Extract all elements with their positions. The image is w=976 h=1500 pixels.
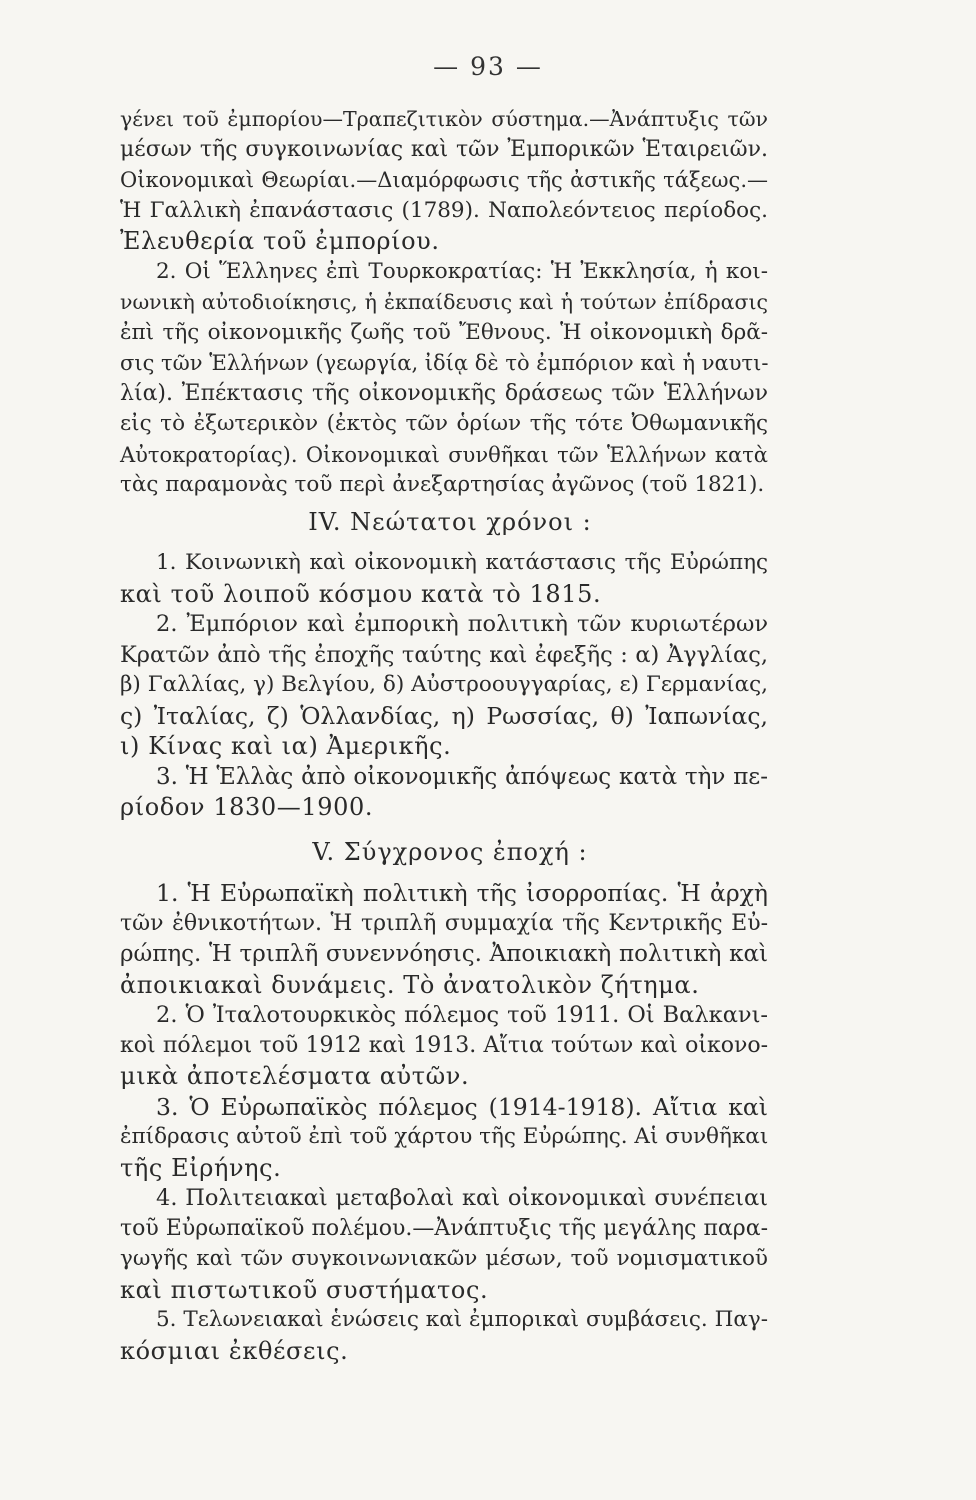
- text-line: ρίοδον 1830—1900.: [120, 793, 374, 821]
- text-line: σις τῶν Ἑλλήνων (γεωργία, ἰδίᾳ δὲ τὸ ἐμπόριον καὶ ἡ ναυτι-: [120, 351, 769, 375]
- section-5-heading: V. Σύγχρονος ἐποχή :: [312, 838, 588, 866]
- text-line: 1. Κοινωνικὴ καὶ οἰκονομικὴ κατάστασις τῆς Εὐρώπης: [156, 550, 768, 575]
- text-line: μικὰ ἀποτελέσματα αὐτῶν.: [120, 1062, 470, 1090]
- section-4-body: [120, 548, 768, 823]
- text-line: β) Γαλλίας, γ) Βελγίου, δ) Αὐστροουγγαρίας, ε) Γερμανίας,: [120, 672, 768, 697]
- text-line: γωγῆς καὶ τῶν συγκοινωνιακῶν μέσων, τοῦ νομισματικοῦ: [120, 1246, 768, 1271]
- text-line: νωνικὴ αὐτοδιοίκησις, ἡ ἐκπαίδευσις καὶ ἡ τούτων ἐπίδρασις: [120, 290, 768, 314]
- text-line: 4. Πολιτειακαὶ μεταβολαὶ καὶ οἰκονομικαὶ συνέπειαι: [156, 1185, 768, 1211]
- page-number: — 93 —: [433, 52, 543, 81]
- text-line: ἐπὶ τῆς οἰκονομικῆς ζωῆς τοῦ Ἔθνους. Ἡ οἰκονομικὴ δρᾶ-: [120, 319, 768, 345]
- text-line: ρώπης. Ἡ τριπλῆ συνεννόησις. Ἀποικιακὴ πολιτικὴ καὶ: [120, 941, 768, 967]
- text-line: τοῦ Εὐρωπαϊκοῦ πολέμου.—Ἀνάπτυξις τῆς μεγάλης παρα-: [120, 1215, 768, 1241]
- text-line: ι) Κίνας καὶ ια) Ἀμερικῆς.: [120, 732, 452, 760]
- text-line: κοὶ πόλεμοι τοῦ 1912 καὶ 1913. Αἴτια τούτων καὶ οἰκονο-: [120, 1032, 768, 1058]
- text-line: Αὐτοκρατορίας). Οἰκονομικαὶ συνθῆκαι τῶν Ἑλλήνων κατὰ: [120, 442, 768, 467]
- text-line: καὶ τοῦ λοιποῦ κόσμου κατὰ τὸ 1815.: [120, 579, 602, 608]
- text-line: 3. Ὁ Εὐρωπαϊκὸς πόλεμος (1914-1918). Αἴτια καὶ: [156, 1092, 768, 1121]
- text-line: μέσων τῆς συγκοινωνίας καὶ τῶν Ἐμπορικῶν Ἑταιρειῶν.: [120, 136, 768, 162]
- text-line: 2. Ὁ Ἰταλοτουρκικὸς πόλεμος τοῦ 1911. Οἱ Βαλκανι-: [156, 1002, 768, 1028]
- text-line: 2. Οἱ Ἕλληνες ἐπὶ Τουρκοκρατίας: Ἡ Ἐκκλησία, ἡ κοι-: [156, 258, 768, 284]
- text-line: ἐπίδρασις αὐτοῦ ἐπὶ τοῦ χάρτου τῆς Εὐρώπης. Αἱ συνθῆκαι: [120, 1124, 769, 1149]
- text-line: ς) Ἰταλίας, ζ) Ὁλλανδίας, η) Ρωσσίας, θ) Ἰαπωνίας,: [120, 701, 768, 730]
- text-line: λία). Ἐπέκτασις τῆς οἰκονομικῆς δράσεως τῶν Ἑλλήνων: [120, 380, 768, 406]
- text-line: εἰς τὸ ἐξωτερικὸν (ἐκτὸς τῶν ὁρίων τῆς τότε Ὀθωμανικῆς: [120, 411, 768, 436]
- text-line: τὰς παραμονὰς τοῦ περὶ ἀνεξαρτησίας ἀγῶνος (τοῦ 1821).: [120, 472, 765, 497]
- text-line: τῆς Εἰρήνης.: [120, 1153, 282, 1182]
- text-line: κόσμιαι ἐκθέσεις.: [120, 1336, 349, 1365]
- text-line: Ἐλευθερία τοῦ ἐμπορίου.: [120, 227, 440, 255]
- section-4-heading: IV. Νεώτατοι χρόνοι :: [308, 508, 592, 536]
- text-line: Κρατῶν ἀπὸ τῆς ἐποχῆς ταύτης καὶ ἐφεξῆς : α) Ἀγγλίας,: [120, 641, 768, 668]
- text-line: 2. Ἐμπόριον καὶ ἐμπορικὴ πολιτικὴ τῶν κυριωτέρων: [156, 611, 768, 637]
- section-3-continuation: [120, 104, 768, 501]
- text-line: 1. Ἡ Εὐρωπαϊκὴ πολιτικὴ τῆς ἰσορροπίας. Ἡ ἀρχὴ: [156, 879, 768, 907]
- text-line: Ἡ Γαλλικὴ ἐπανάστασις (1789). Ναπολεόντειος περίοδος.: [120, 197, 768, 223]
- text-line: 3. Ἡ Ἑλλὰς ἀπὸ οἰκονομικῆς ἀπόψεως κατὰ τὴν πε-: [156, 763, 768, 790]
- section-5-body: [120, 878, 768, 1366]
- text-line: Οἰκονομικαὶ Θεωρίαι.—Διαμόρφωσις τῆς ἀστικῆς τάξεως.—: [120, 168, 768, 192]
- text-line: 5. Τελωνειακαὶ ἑνώσεις καὶ ἐμπορικαὶ συμβάσεις. Παγ-: [156, 1307, 768, 1332]
- text-line: καὶ πιστωτικοῦ συστήματος.: [120, 1275, 489, 1304]
- text-line: γένει τοῦ ἐμπορίου—Τραπεζιτικὸν σύστημα.—Ἀνάπτυξις τῶν: [120, 107, 768, 131]
- text-line: ἀποικιακαὶ δυνάμεις. Τὸ ἀνατολικὸν ζήτημα.: [120, 970, 700, 999]
- text-line: τῶν ἐθνικοτήτων. Ἡ τριπλῆ συμμαχία τῆς Κεντρικῆς Εὐ-: [120, 910, 768, 936]
